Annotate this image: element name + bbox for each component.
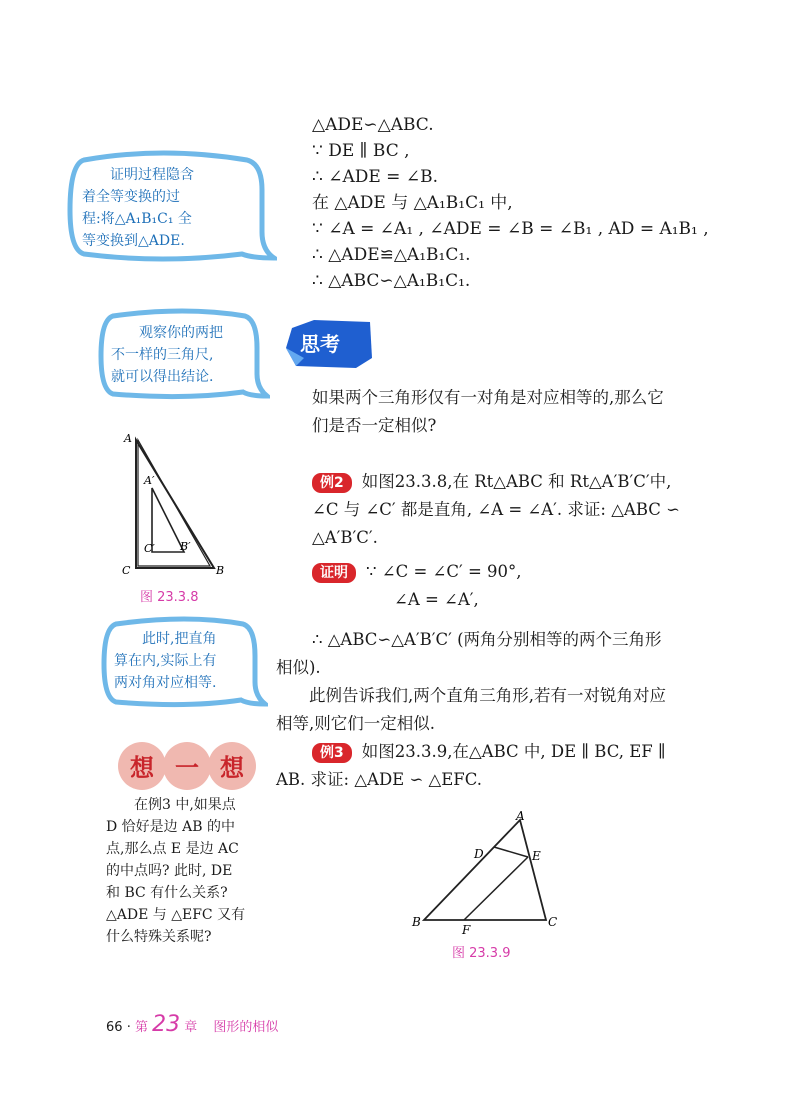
example-line: △A′B′C′. xyxy=(312,528,378,547)
page-number: 66 xyxy=(106,1020,123,1035)
figure-caption: 图 23.3.8 xyxy=(140,590,199,605)
bubble-line: 等变换到△ADE. xyxy=(82,233,185,249)
example-line: ∠C 与 ∠C′ 都是直角, ∠A = ∠A′. 求证: △ABC ∽ xyxy=(312,500,680,519)
label-B: B xyxy=(216,564,225,577)
proof-2-conclusion xyxy=(276,626,702,682)
example-line: 如图23.3.9,在△ABC 中, DE ∥ BC, EF ∥ xyxy=(361,742,666,761)
proof-line: △ADE∽△ABC. xyxy=(312,115,434,135)
proof-line: ∵ DE ∥ BC , xyxy=(312,141,410,161)
xiang-char: 想 xyxy=(130,754,154,782)
bubble-line: 此时,把直角 xyxy=(142,631,217,647)
proof-badge: 证明 xyxy=(312,563,356,583)
proof-2 xyxy=(312,558,712,614)
figure-23-3-8 xyxy=(118,428,238,608)
label-B: B xyxy=(412,915,421,929)
example-line: 如图23.3.8,在 Rt△ABC 和 Rt△A′B′C′中, xyxy=(361,472,672,491)
bubble-line: 算在内,实际上有 xyxy=(114,653,217,669)
label-A: A xyxy=(516,809,525,823)
proof-line: ∠A = ∠A′, xyxy=(394,590,479,609)
page-footer xyxy=(106,1012,278,1037)
proof-line: 在 △ADE 与 △A₁B₁C₁ 中, xyxy=(312,193,513,213)
label-E: E xyxy=(532,849,541,863)
bubble-line: 不一样的三角尺, xyxy=(111,347,214,363)
label-C: C xyxy=(122,564,131,577)
chapter-prefix: 第 xyxy=(134,1020,148,1035)
xiang-text xyxy=(106,794,258,948)
proof-line: 相似). xyxy=(276,658,321,677)
label-A1: A′ xyxy=(144,474,155,487)
proof-line: ∴ △ABC∽△A′B′C′ (两角分别相等的两个三角形 xyxy=(312,630,662,649)
bubble-line: 证明过程隐含 xyxy=(110,167,194,183)
speech-bubble-3 xyxy=(98,616,268,712)
think-badge xyxy=(284,318,376,370)
proof-line: ∴ △ADE≌△A₁B₁C₁. xyxy=(312,245,471,265)
proof-line: ∴ ∠ADE = ∠B. xyxy=(312,167,438,187)
chapter-number: 23 xyxy=(152,1012,181,1037)
conclusion-line: 此例告诉我们,两个直角三角形,若有一对锐角对应 xyxy=(309,686,666,705)
chapter-suffix: 章 xyxy=(184,1020,198,1035)
proof-line: ∵ ∠A = ∠A₁ , ∠ADE = ∠B = ∠B₁ , AD = A₁B₁ , xyxy=(312,219,709,239)
label-A: A xyxy=(124,432,132,445)
label-C1: C′ xyxy=(144,542,155,555)
bubble-line: 就可以得出结论. xyxy=(111,369,214,385)
conclusion-line: 相等,则它们一定相似. xyxy=(276,714,435,733)
footer-dot: · xyxy=(126,1020,131,1035)
think-label: 思考 xyxy=(300,332,340,356)
figure-23-3-9 xyxy=(408,808,578,968)
think-line: 们是否一定相似? xyxy=(312,416,437,435)
label-B1: B′ xyxy=(180,540,191,553)
label-F: F xyxy=(462,923,471,937)
bubble-line: 观察你的两把 xyxy=(139,325,223,341)
conclusion xyxy=(276,682,702,738)
proof-block xyxy=(312,112,709,294)
bubble-line: 两对角对应相等. xyxy=(114,675,217,691)
xiang-line: D 恰好是边 AB 的中 xyxy=(106,819,235,835)
chapter-title: 图形的相似 xyxy=(213,1020,279,1035)
xiang-line: 什么特殊关系呢? xyxy=(106,929,212,945)
speech-bubble-1 xyxy=(62,150,277,270)
triangle-ade-efc-diagram xyxy=(408,808,578,938)
proof-line: ∵ ∠C = ∠C′ = 90°, xyxy=(366,562,522,581)
xiang-line: 点,那么点 E 是边 AC xyxy=(106,841,239,857)
proof-line: ∴ △ABC∽△A₁B₁C₁. xyxy=(312,271,471,291)
xiang-line: 在例3 中,如果点 xyxy=(134,797,236,813)
example-2-badge: 例2 xyxy=(312,473,352,493)
think-question xyxy=(312,384,702,440)
example-2 xyxy=(312,468,702,552)
bubble-line: 程:将△A₁B₁C₁ 全 xyxy=(82,211,192,227)
example-line: AB. 求证: △ADE ∽ △EFC. xyxy=(276,770,482,789)
example-3 xyxy=(276,738,702,794)
xiang-line: 和 BC 有什么关系? xyxy=(106,885,228,901)
example-3-badge: 例3 xyxy=(312,743,352,763)
right-triangles-diagram xyxy=(118,428,238,578)
xiang-yi-xiang-header xyxy=(112,738,262,798)
xiang-line: △ADE 与 △EFC 又有 xyxy=(106,907,246,923)
speech-bubble-2 xyxy=(95,308,270,404)
label-D: D xyxy=(474,847,484,861)
xiang-char: 一 xyxy=(175,754,199,782)
bubble-line: 着全等变换的过 xyxy=(82,189,180,205)
xiang-char: 想 xyxy=(220,754,244,782)
figure-caption: 图 23.3.9 xyxy=(452,946,511,961)
xiang-line: 的中点吗? 此时, DE xyxy=(106,863,233,879)
label-C: C xyxy=(548,915,558,929)
think-line: 如果两个三角形仅有一对角是对应相等的,那么它 xyxy=(312,388,664,407)
